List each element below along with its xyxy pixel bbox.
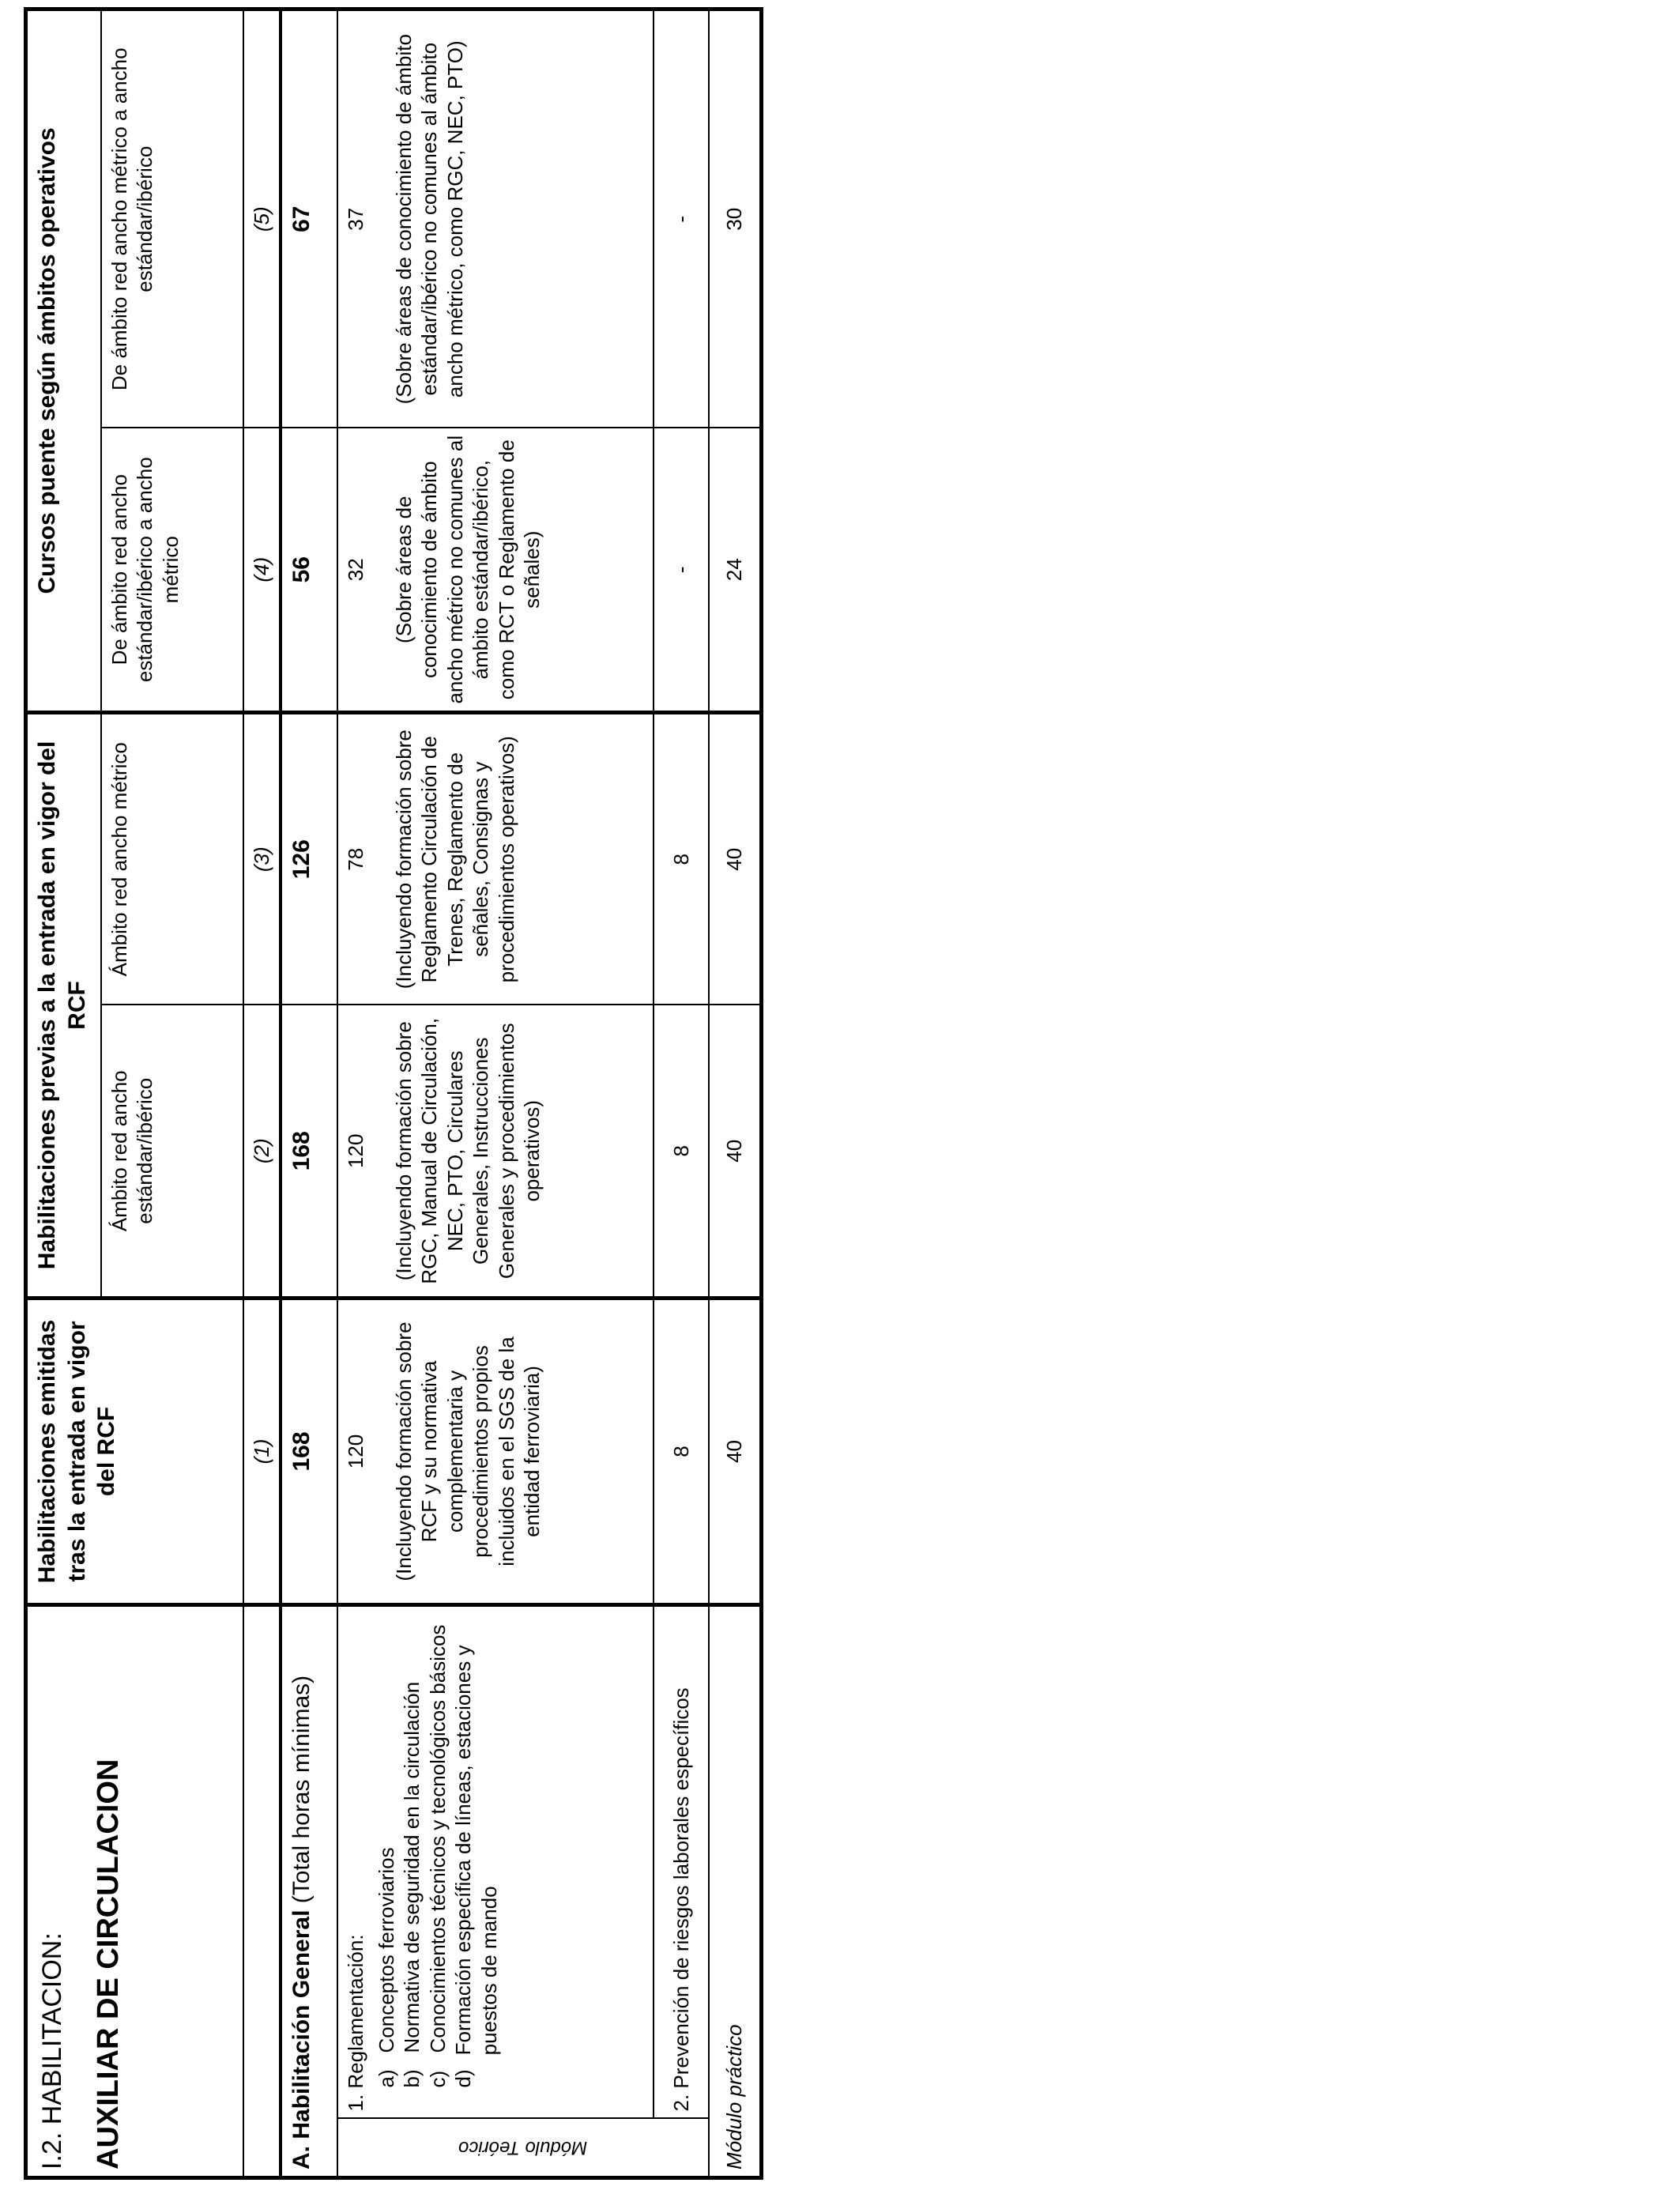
row3-v5: 30 — [709, 9, 761, 428]
row1-v1: 120 — [344, 1434, 367, 1469]
row1-item-d — [450, 1613, 502, 2088]
sub4-header: De ámbito red ancho estándar/ibérico a ancho métrico — [101, 428, 243, 712]
row1-n3: (Incluyendo formación sobre Reglamento Circulación de Trenes, Reglamento de señales, Consignas y procedimientos operativos) — [391, 729, 518, 990]
row2-label: 2. Prevención de riesgos laborales específicos — [654, 1604, 709, 2118]
item-text: Conocimientos técnicos y tecnológicos básicos — [425, 1624, 450, 2053]
row1-label — [337, 1604, 654, 2118]
group3-label: Cursos puente según ámbitos operativos — [34, 127, 60, 594]
row1-item-c — [425, 1613, 451, 2088]
row1-item-a — [374, 1613, 400, 2088]
sub5-header: De ámbito red ancho métrico a ancho estándar/ibérico — [101, 9, 243, 428]
habilitacion-label: I.2. HABILITACION: — [37, 1932, 67, 2169]
item-letter: b) — [400, 2069, 424, 2088]
row2-v1: 8 — [654, 1298, 709, 1604]
training-hours-table — [24, 7, 763, 2180]
item-text: Normativa de seguridad en la circulación — [400, 1681, 424, 2053]
row1-title: 1. Reglamentación: — [344, 1934, 367, 2112]
row1-v2-cell — [337, 1005, 654, 1298]
habilitacion-name: AUXILIAR DE CIRCULACION — [91, 1759, 125, 2169]
row3-v4: 24 — [709, 428, 761, 712]
row1-v5-cell — [337, 9, 654, 428]
row3-v3: 40 — [709, 712, 761, 1005]
empty-number-cell — [243, 1604, 281, 2177]
habilitacion-header-cell — [26, 1604, 243, 2177]
col-number-4: (4) — [243, 428, 281, 712]
row3-v2: 40 — [709, 1005, 761, 1298]
row1-v4-cell — [337, 428, 654, 712]
item-letter: c) — [425, 2070, 450, 2088]
row1-item-b — [399, 1613, 425, 2088]
group2-label: Habilitaciones previas a la entrada en vigor del RCF — [34, 741, 90, 1270]
row-a-v5: 67 — [281, 9, 337, 428]
item-text: Formación específica de líneas, estaciones y puestos de mando — [451, 1645, 501, 2056]
row1-v5: 37 — [344, 207, 367, 231]
col-number-1: (1) — [243, 1298, 281, 1604]
row-a-v2: 168 — [281, 1005, 337, 1298]
col-number-5: (5) — [243, 9, 281, 428]
group1-label: Habilitaciones emitidas tras la entrada en vigor del RCF — [34, 1319, 119, 1584]
col-number-3: (3) — [243, 712, 281, 1005]
row1-v3-cell — [337, 712, 654, 1005]
row1-v4: 32 — [344, 558, 367, 582]
row1-n5: (Sobre áreas de conocimiento de ámbito estándar/ibérico no comunes al ámbito ancho métrico, como RGC, NEC, PTO) — [391, 34, 467, 405]
rotated-table-wrapper — [24, 11, 755, 2180]
row-a-v1: 168 — [281, 1298, 337, 1604]
col-number-2: (2) — [243, 1005, 281, 1298]
row-a-v4: 56 — [281, 428, 337, 712]
row1-v2: 120 — [344, 1133, 367, 1168]
group2-header — [26, 712, 101, 1298]
item-letter: d) — [451, 2069, 475, 2088]
item-letter: a) — [374, 2069, 398, 2088]
row-a-label-bold: A. Habilitación General — [288, 1909, 315, 2169]
row3-v1: 40 — [709, 1298, 761, 1604]
row-a-label-rest: (Total horas mínimas) — [288, 1675, 315, 1910]
group1-header — [26, 1298, 243, 1604]
row3-label: Módulo práctico — [709, 1604, 761, 2177]
row2-v5: - — [654, 9, 709, 428]
row2-v3: 8 — [654, 712, 709, 1005]
item-text: Conceptos ferroviarios — [374, 1847, 398, 2053]
sub2-header: Ámbito red ancho estándar/ibérico — [101, 1005, 243, 1298]
row2-v2: 8 — [654, 1005, 709, 1298]
modulo-teorico-label: Módulo Teórico — [458, 2137, 588, 2159]
modulo-teorico-side — [337, 2119, 709, 2178]
row1-v3: 78 — [344, 847, 367, 871]
row-a-label — [281, 1604, 337, 2177]
sub3-header: Ámbito red ancho métrico — [101, 712, 243, 1005]
row1-n1: (Incluyendo formación sobre RCF y su normativa complementaria y procedimientos propios incluidos en el SGS de la entidad ferroviaria) — [391, 1321, 544, 1581]
row1-n2: (Incluyendo formación sobre RGC, Manual de Circulación, NEC, PTO, Circulares Generales, Instrucciones Generales y procedimientos operativos) — [391, 1017, 544, 1284]
row2-v4: - — [654, 428, 709, 712]
row1-v1-cell — [337, 1298, 654, 1604]
row1-n4: (Sobre áreas de conocimiento de ámbito ancho métrico no comunes al ámbito estándar/ibérico, como RCT o Reglamento de señales) — [391, 435, 544, 704]
group3-header — [26, 9, 101, 712]
row-a-v3: 126 — [281, 712, 337, 1005]
